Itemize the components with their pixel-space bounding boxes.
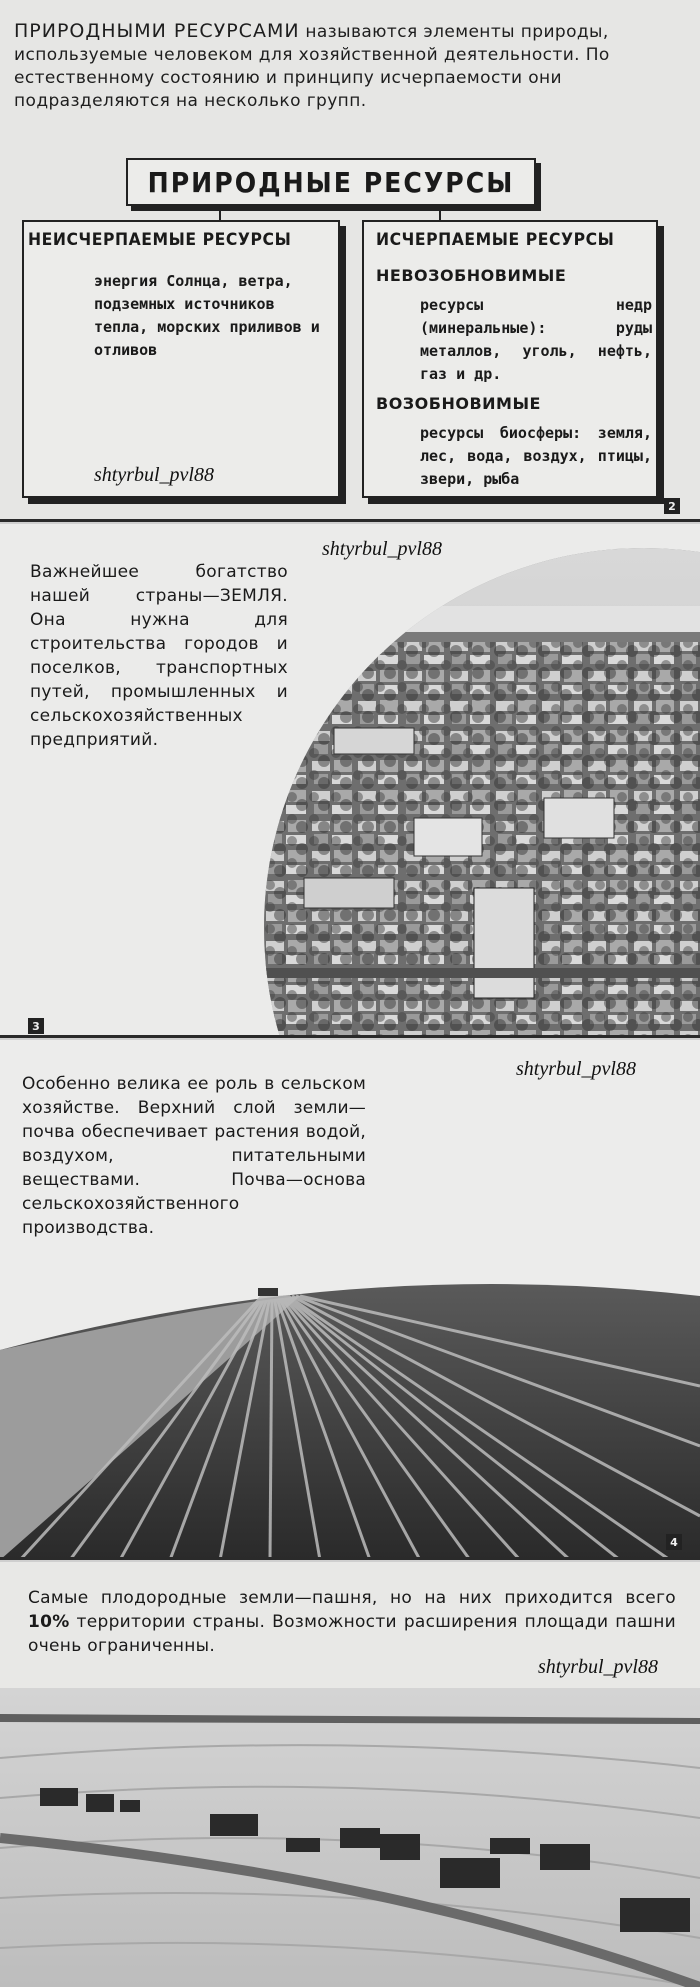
watermark: shtyrbul_pvl88 — [516, 1058, 636, 1080]
inexhaustible-resources-box — [22, 220, 340, 498]
slide-soil-role — [0, 1040, 700, 1560]
slide-arable-land — [0, 1562, 700, 1987]
land-wealth-text: Важнейшее богатство нашей страны—ЗЕМЛЯ. Она нужна для строительства городов и поселков, транспортных путей, промышленных и сельскохозяйственных предприятий. — [30, 562, 288, 750]
frame-number: 3 — [28, 1018, 44, 1034]
title-connector — [0, 0, 700, 240]
nonrenewable-heading: НЕВОЗОБНОВИМЫЕ — [376, 266, 567, 285]
arable-text-end: территории страны. Возможности расширения площади пашни очень ограниченны. — [28, 1612, 676, 1656]
frame-number: 2 — [664, 498, 680, 514]
soil-role-text: Особенно велика ее роль в сельском хозяйстве. Верхний слой земли—почва обеспечивает растения водой, воздухом, питательными веществами. Почва—основа сельскохозяйственного производства. — [22, 1074, 366, 1238]
renewable-text: ресурсы биосферы: земля, лес, вода, воздух, птицы, звери, рыба — [420, 424, 652, 488]
arable-land-text — [28, 1586, 676, 1658]
nonrenewable-text: ресурсы недр (минеральные): руды металлов, уголь, нефть, газ и др. — [420, 296, 652, 383]
arable-text-start: Самые плодородные земли—пашня, но на них приходится всего — [28, 1588, 676, 1608]
watermark: shtyrbul_pvl88 — [94, 464, 214, 486]
intro-rest: называются элементы природы, используемые человеком для хозяйственной деятельности. По естественному состоянию и принципу исчерпаемости они подразделяются на несколько групп. — [14, 22, 610, 111]
frame-number: 4 — [666, 1534, 682, 1550]
harvest-field-photo — [0, 1688, 700, 1987]
city-illustration — [264, 548, 700, 1038]
slide-natural-resources — [0, 0, 700, 522]
natural-resources-title: ПРИРОДНЫЕ РЕСУРСЫ — [126, 158, 536, 206]
watermark: shtyrbul_pvl88 — [322, 538, 442, 560]
arable-percent: 10% — [28, 1612, 70, 1632]
city-aerial-photo — [264, 548, 700, 1038]
intro-lead: ПРИРОДНЫМИ РЕСУРСАМИ — [14, 20, 300, 42]
plowed-field-photo — [0, 1266, 700, 1560]
exhaustible-resources-box — [362, 220, 658, 498]
slide-land-wealth — [0, 524, 700, 1038]
watermark: shtyrbul_pvl88 — [538, 1656, 658, 1678]
inexhaustible-heading: НЕИСЧЕРПАЕМЫЕ РЕСУРСЫ — [28, 230, 292, 250]
inexhaustible-text: энергия Солнца, ветра, подземных источников тепла, морских приливов и отливов — [94, 272, 320, 359]
exhaustible-heading: ИСЧЕРПАЕМЫЕ РЕСУРСЫ — [376, 230, 615, 250]
renewable-heading: ВОЗОБНОВИМЫЕ — [376, 394, 541, 413]
